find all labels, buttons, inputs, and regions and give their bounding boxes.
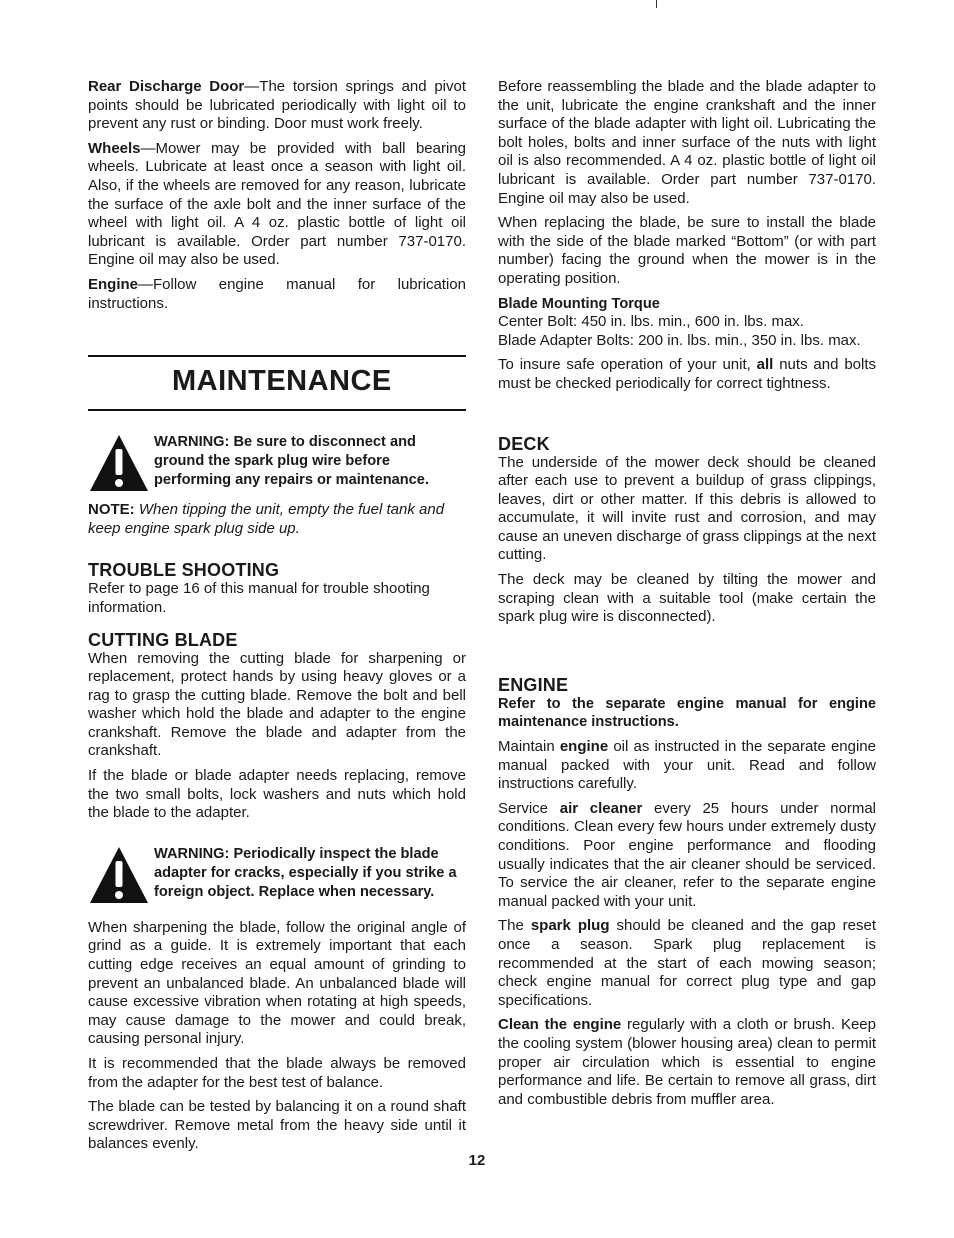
blade-balance-paragraph: It is recommended that the blade always be removed from the adapter for the best test of balance.: [88, 1055, 466, 1091]
rear-door-paragraph: Rear Discharge Door—The torsion springs and pivot points should be lubricated periodically with light oil to prevent any rust or binding. Door must work freely.: [88, 78, 467, 133]
blade-sharpening-paragraph: When sharpening the blade, follow the original angle of grind as a guide. It is extremely important that each cutting edge receives an equal amount of grinding to prevent an unbalanced blade. An unbalanced blade will cause excessive vibration when rotating at high speeds, may cause damage to the mower and could break, causing personal injury.: [88, 918, 466, 1048]
safe-operation-paragraph: To insure safe operation of your unit, all nuts and bolts must be checked periodically for correct tightness.: [498, 356, 877, 392]
left-column: [88, 78, 466, 1160]
engine-heading: ENGINE: [498, 674, 569, 695]
warning-disconnect: [88, 433, 466, 493]
engine-oil-paragraph: Maintain engine oil as instructed in the separate engine manual packed with your unit. Read and follow instructions carefully.: [498, 738, 876, 793]
deck-cleaning-paragraph: The underside of the mower deck should be cleaned after each use to prevent a buildup of grass clippings, leaves, dirt or other matter. If this debris is allowed to accumulate, it will invite rust and corrosion, and may cause an uneven discharge of grass clippings at the next cutting.: [498, 453, 876, 564]
wheels-paragraph: Wheels—Mower may be provided with ball bearing wheels. Lubricate at least once a season with light oil. Also, if the wheels are removed for any reason, lubricate the surface of the axle bolt and the inner surface of the wheel with light oil. A 4 oz. plastic bottle of light oil lubricant is available. Order part number 737-0170. Engine oil may also be used.: [88, 139, 466, 269]
trouble-shooting-heading: TROUBLE SHOOTING: [88, 560, 280, 581]
cutting-blade-heading: CUTTING BLADE: [88, 629, 238, 650]
right-column: [498, 78, 876, 1115]
reassembling-paragraph: Before reassembling the blade and the blade adapter to the unit, lubricate the engine crankshaft and the inner surface of the blade adapter with light oil. Lubricating the bolt holes, bolts and inner surface of the nuts with light oil is also recommended. A 4 oz. plastic bottle of light oil lubricant is available. Order part number 737-0170. Engine oil may also be used.: [498, 78, 876, 207]
warning-triangle-icon: [88, 433, 150, 493]
torque-center-bolt: Center Bolt: 450 in. lbs. min., 600 in. lbs. max.: [498, 313, 804, 331]
blade-removal-paragraph: When removing the cutting blade for sharpening or replacement, protect hands by using heavy gloves or a rag to grasp the cutting blade. Remove the bolt and bell washer which hold the blade and adapter to the engine crankshaft. Remove the blade and adapter from the crankshaft.: [88, 649, 466, 760]
blade-replacing-paragraph: If the blade or blade adapter needs replacing, remove the two small bolts, lock washers and nuts which hold the blade to the adapter.: [88, 767, 466, 822]
spark-plug-paragraph: The spark plug should be cleaned and the gap reset once a season. Spark plug replacement is recommended at the start of each mowing season; check engine manual for correct plug type and gap specifications.: [498, 917, 877, 1009]
top-scan-mark: [656, 0, 657, 8]
air-cleaner-paragraph: Service air cleaner every 25 hours under normal conditions. Clean every few hours under extremely dusty conditions. Poor engine performance and flooding usually indicates that the air cleaner should be serviced. To service the air cleaner, refer to the separate engine manual packed with your unit.: [498, 799, 877, 910]
rule-top: [88, 355, 466, 357]
torque-adapter-bolts: Blade Adapter Bolts: 200 in. lbs. min., 350 in. lbs. max.: [498, 331, 861, 349]
warning-disconnect-text: WARNING: Be sure to disconnect and ground the spark plug wire before performing any repairs or maintenance.: [154, 434, 429, 489]
page-number: 12: [468, 1152, 486, 1169]
deck-heading: DECK: [498, 433, 550, 454]
torque-heading: Blade Mounting Torque: [498, 295, 660, 312]
blade-test-paragraph: The blade can be tested by balancing it on a round shaft screwdriver. Remove metal from the heavy side until it balances evenly.: [88, 1098, 466, 1153]
maintenance-banner: [88, 355, 466, 411]
rule-bottom: [88, 409, 466, 411]
deck-tilting-paragraph: The deck may be cleaned by tilting the mower and scraping clean with a suitable tool (make certain the spark plug wire is disconnected).: [498, 571, 876, 626]
replacing-blade-paragraph: When replacing the blade, be sure to install the blade with the side of the blade marked “Bottom” (or with part number) facing the ground when the mower is in the operating position.: [498, 214, 876, 287]
warning-triangle-icon: [88, 845, 150, 905]
engine-lubrication-paragraph: Engine—Follow engine manual for lubrication instructions.: [88, 275, 466, 312]
warning-inspect-text: WARNING: Periodically inspect the blade adapter for cracks, especially if you strike a foreign object. Replace when necessary.: [154, 845, 457, 900]
clean-engine-paragraph: Clean the engine regularly with a cloth or brush. Keep the cooling system (blower housing area) clean to permit proper air circulation which is essential to engine performance and life. Be certain to remove all grass, dirt and combustible debris from muffler area.: [498, 1016, 876, 1108]
note-paragraph: NOTE: When tipping the unit, empty the fuel tank and keep engine spark plug side up.: [88, 501, 445, 537]
trouble-shooting-text: Refer to page 16 of this manual for trouble shooting information.: [88, 580, 430, 616]
warning-inspect-adapter: [88, 845, 466, 905]
maintenance-title: MAINTENANCE: [168, 361, 406, 401]
engine-manual-intro: Refer to the separate engine manual for engine maintenance instructions.: [498, 695, 876, 731]
